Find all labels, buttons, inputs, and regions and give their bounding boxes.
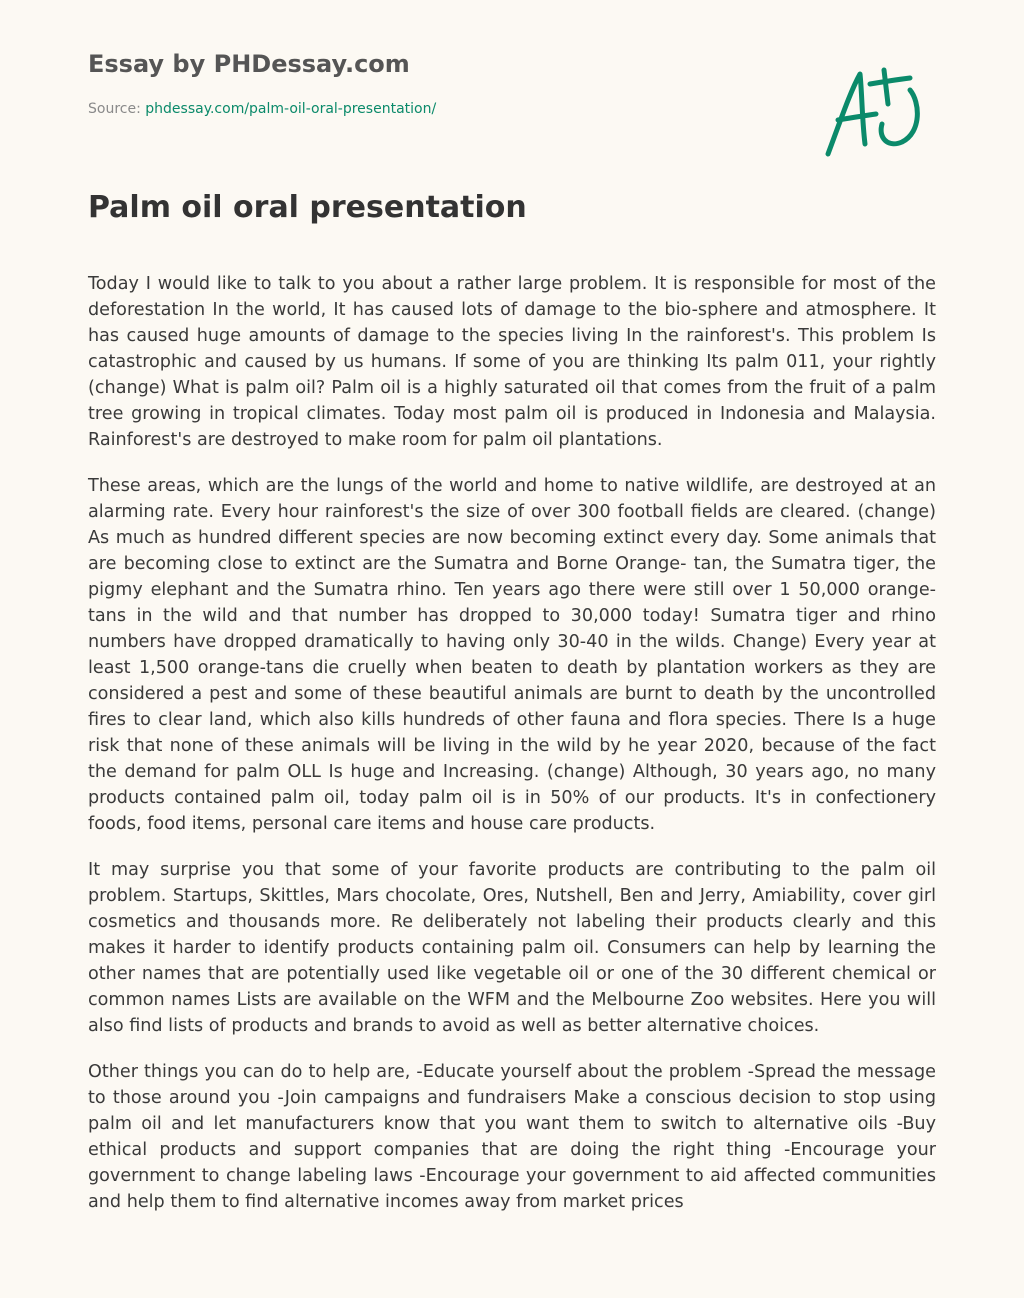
source-line	[88, 101, 436, 117]
paragraph-1: Today I would like to talk to you about a rather large problem. It is responsible for most of the deforestation In the world, It has caused lots of damage to the bio-sphere and atmosphere. It has caused huge amounts of damage to the species living In the rainforest's. This problem Is catastrophic and caused by us humans. If some of you are thinking Its palm 011, your rightly (change) What is palm oil? Palm oil is a highly saturated oil that comes from the fruit of a palm tree growing in tropical climates. Today most palm oil is produced in Indonesia and Malaysia. Rainforest's are destroyed to make room for palm oil plantations.	[88, 274, 936, 450]
paragraph-3: It may surprise you that some of your favorite products are contributing to the palm oil problem. Startups, Skittles, Mars chocolate, Ores, Nutshell, Ben and Jerry, Amiability, cover girl cosmetics and thousands more. Re deliberately not labeling their products clearly and this makes it harder to identify products containing palm oil. Consumers can help by learning the other names that are potentially used like vegetable oil or one of the 30 different chemical or common names Lists are available on the WFM and the Melbourne Zoo websites. Here you will also find lists of products and brands to avoid as well as better alternative choices.	[88, 860, 936, 1036]
essay-body	[88, 271, 936, 1235]
site-brand: Essay by PHDessay.com	[88, 50, 410, 78]
paragraph-2: These areas, which are the lungs of the world and home to native wildlife, are destroyed at an alarming rate. Every hour rainforest's the size of over 300 football fields are cleared. (change) As much as hundred different species are now becoming extinct every day. Some animals that are becoming close to extinct are the Sumatra and Borne Orange- tan, the Sumatra tiger, the pigmy elephant and the Sumatra rhino. Ten years ago there were still over 1 50,000 orange-tans in the wild and that number has dropped to 30,000 today! Sumatra tiger and rhino numbers have dropped dramatically to having only 30-40 in the wilds. Change) Every year at least 1,500 orange-tans die cruelly when beaten to death by plantation workers as they are considered a pest and some of these beautiful animals are burnt to death by the uncontrolled fires to clear land, which also kills hundreds of other fauna and flora species. There Is a huge risk that none of these animals will be living in the wild by he year 2020, because of the fact the demand for palm OLL Is huge and Increasing. (change) Although, 30 years ago, no many products contained palm oil, today palm oil is in 50% of our products. It's in confectionery foods, food items, personal care items and house care products.	[88, 476, 936, 834]
source-label: Source:	[88, 101, 146, 117]
a-plus-logo-icon	[818, 62, 930, 162]
source-link[interactable]: phdessay.com/palm-oil-oral-presentation/	[145, 101, 437, 117]
paragraph-4: Other things you can do to help are, -Educate yourself about the problem -Spread the message to those around you -Join campaigns and fundraisers Make a conscious decision to stop using palm oil and let manufacturers know that you want them to switch to alternative oils -Buy ethical products and support companies that are doing the right thing -Encourage your government to change labeling laws -Encourage your government to aid affected communities and help them to find alternative incomes away from market prices	[88, 1062, 936, 1212]
essay-title: Palm oil oral presentation	[88, 190, 527, 225]
